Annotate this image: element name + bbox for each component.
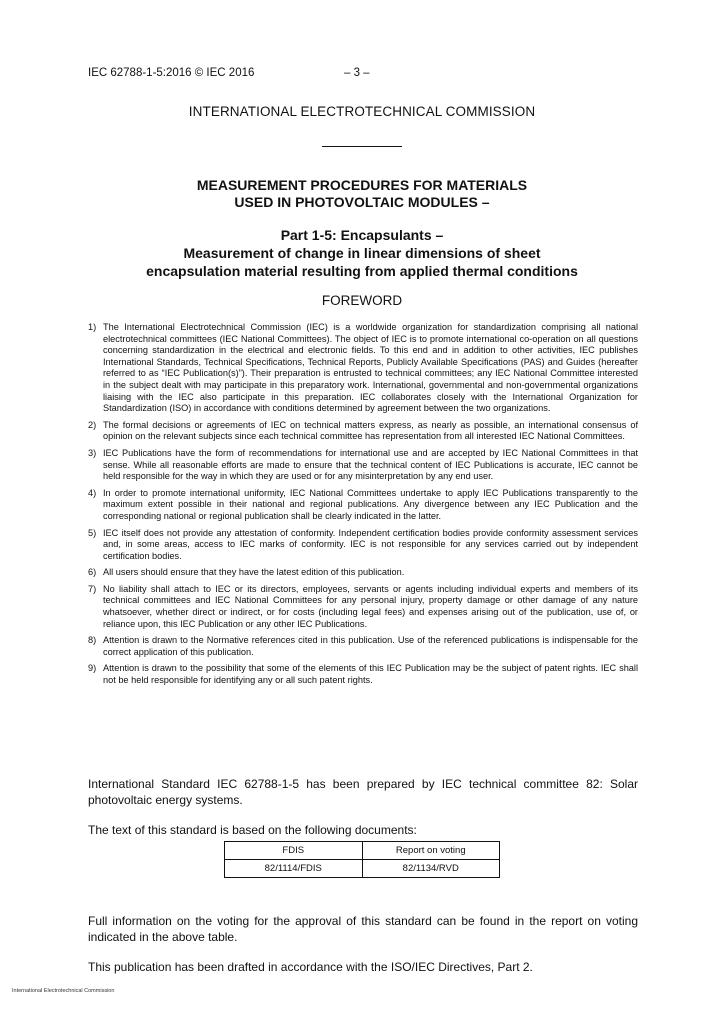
- item-number: 5): [88, 527, 97, 538]
- item-number: 2): [88, 419, 97, 430]
- item-text: In order to promote international uniformity, IEC National Committees undertake to apply IEC Publications transparently to the maximum extent possible in their national and regional publications. Any divergence between any IEC Publication and the corresponding national or regional publication shall be clearly indicated in the latter.: [103, 487, 638, 521]
- item-text: IEC Publications have the form of recommendations for international use and are accepted by IEC National Committees in that sense. While all reasonable efforts are made to ensure that the technical content of IEC Publications is accurate, IEC cannot be held responsible for the way in which they are used or for any misinterpretation by any end user.: [103, 447, 638, 482]
- directives-paragraph: This publication has been drafted in accordance with the ISO/IEC Directives, Part 2.: [88, 960, 533, 974]
- table-row: [225, 860, 500, 878]
- item-text: IEC itself does not provide any attestation of conformity. Independent certification bodies provide conformity assessment services and, in some areas, access to IEC marks of conformity. IEC is not responsible for any services carried out by independent certification bodies.: [103, 527, 638, 561]
- table-header-cell: Report on voting: [362, 842, 500, 860]
- divider-rule: [322, 146, 402, 147]
- document-id: IEC 62788-1-5:2016 © IEC 2016: [88, 67, 255, 79]
- list-item: [88, 322, 638, 415]
- documents-table: [224, 841, 500, 878]
- item-number: 7): [88, 583, 97, 594]
- list-item: [88, 584, 638, 630]
- page-footer: International Electrotechnical Commission: [12, 988, 115, 994]
- item-text: The International Electrotechnical Commission (IEC) is a worldwide organization for standardization comprising all national electrotechnical committees (IEC National Committees). The object of IEC is to promote international co-operation on all questions concerning standardization in the electrical and electronic fields. To this end and in addition to other activities, IEC publishes International Standards, Technical Specifications, Technical Reports, Publicly Available Specifications (PAS) and Guides (hereafter referred to as “IEC Publication(s)”). Their preparation is entrusted to technical committees; any IEC National Committee interested in the subject dealt with may participate in this preparatory work. International, governmental and non-governmental organizations liaising with the IEC also participate in this preparation. IEC collaborates closely with the International Organization for Standardization (ISO) in accordance with conditions determined by agreement between the two organizations.: [103, 322, 638, 414]
- item-text: All users should ensure that they have the latest edition of this publication.: [103, 567, 405, 578]
- table-cell: 82/1114/FDIS: [225, 860, 363, 878]
- item-number: 3): [88, 447, 97, 458]
- item-number: 8): [88, 635, 97, 646]
- title-line-2: USED IN PHOTOVOLTAIC MODULES –: [234, 194, 490, 210]
- item-text: No liability shall attach to IEC or its directors, employees, servants or agents including individual experts and members of its technical committees and IEC National Committees for any personal injury, property damage or other damage of any nature whatsoever, whether direct or indirect, or for costs (including legal fees) and expenses arising out of the publication, use of, or reliance upon, this IEC Publication or any other IEC Publications.: [103, 583, 638, 629]
- commission-name: INTERNATIONAL ELECTROTECHNICAL COMMISSION: [188, 104, 536, 119]
- documents-intro: The text of this standard is based on the following documents:: [88, 823, 417, 837]
- standard-paragraph: International Standard IEC 62788-1-5 has been prepared by IEC technical committee 82: Solar photovoltaic energy systems.: [88, 777, 638, 807]
- document-title: [0, 177, 724, 211]
- list-item: [88, 488, 638, 523]
- list-item: [88, 567, 638, 579]
- list-item: [88, 528, 638, 563]
- list-item: [88, 663, 638, 686]
- foreword-heading: FOREWORD: [321, 293, 403, 308]
- item-number: 6): [88, 567, 97, 578]
- subtitle-line-2: encapsulation material resulting from applied thermal conditions: [146, 263, 578, 279]
- document-subtitle: [0, 226, 724, 280]
- item-text: Attention is drawn to the Normative references cited in this publication. Use of the referenced publications is indispensable for the correct application of this publication.: [103, 635, 638, 657]
- item-number: 9): [88, 663, 97, 674]
- table-header-cell: FDIS: [225, 842, 363, 860]
- item-text: The formal decisions or agreements of IEC on technical matters express, as nearly as possible, an international consensus of opinion on the relevant subjects since each technical committee has representation from all interested IEC National Committees.: [103, 419, 638, 442]
- item-number: 4): [88, 487, 97, 498]
- subtitle-line-1: Measurement of change in linear dimensions of sheet: [183, 245, 541, 261]
- table-header-row: [225, 842, 500, 860]
- running-header: [88, 67, 370, 79]
- title-line-1: MEASUREMENT PROCEDURES FOR MATERIALS: [196, 177, 528, 193]
- item-number: 1): [88, 322, 97, 332]
- voting-paragraph: Full information on the voting for the approval of this standard can be found in the report on voting indicated in the above table.: [88, 914, 638, 944]
- foreword-list: [88, 322, 638, 692]
- list-item: [88, 448, 638, 483]
- table-cell: 82/1134/RVD: [362, 860, 500, 878]
- page-number: – 3 –: [344, 67, 370, 79]
- list-item: [88, 420, 638, 443]
- part-title: Part 1-5: Encapsulants –: [280, 227, 444, 243]
- item-text: Attention is drawn to the possibility that some of the elements of this IEC Publication may be the subject of patent rights. IEC shall not be held responsible for identifying any or all such patent rights.: [103, 663, 638, 686]
- list-item: [88, 635, 638, 658]
